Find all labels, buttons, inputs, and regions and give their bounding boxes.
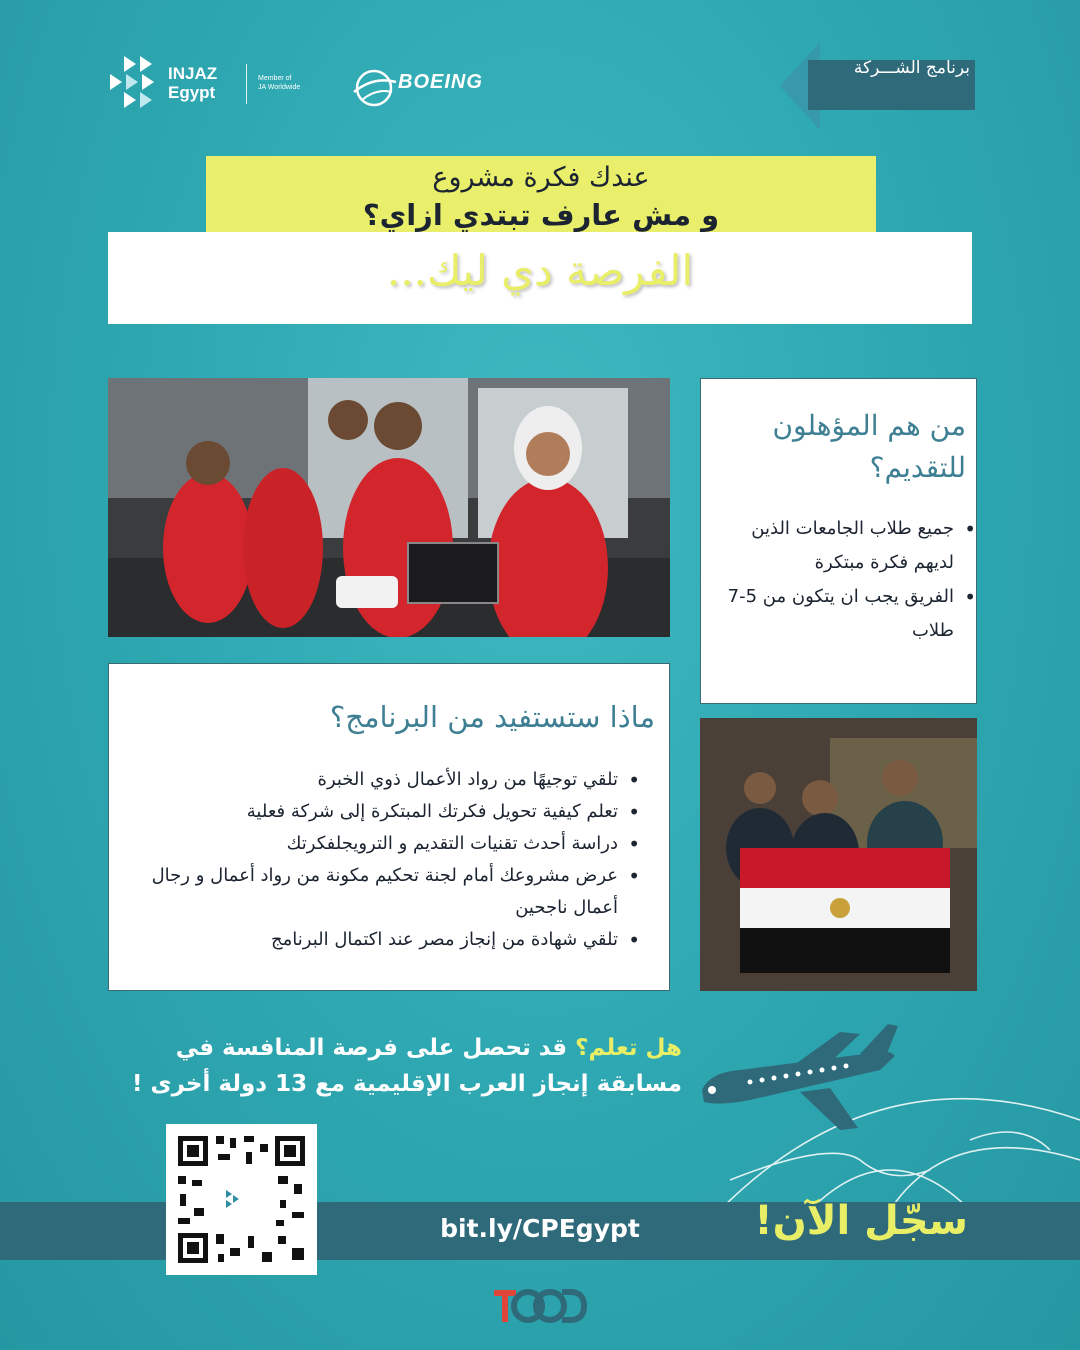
injaz-line1: INJAZ (168, 64, 218, 83)
register-url-link[interactable]: bit.ly/CPEgypt (440, 1214, 640, 1243)
did-you-know-question: هل تعلم؟ (575, 1035, 682, 1061)
program-label: برنامج الشـــركة (853, 58, 970, 78)
students-photo (108, 378, 670, 637)
did-you-know (108, 1030, 682, 1102)
ja-member-text (258, 74, 300, 92)
member-line1: Member of (258, 75, 292, 82)
qr-code-icon (166, 1124, 317, 1275)
benefit-item: • عرض مشروعك أمام لجنة تحكيم مكونة من رواد أعمال و رجال أعمال ناجحين (130, 860, 618, 924)
register-now-title: سجّل الآن! (754, 1198, 968, 1244)
benefits-list (130, 764, 640, 956)
injaz-wordmark (168, 64, 217, 102)
benefit-item: • دراسة أحدث تقنيات التقديم و الترويجلفكرتك (130, 828, 618, 860)
did-you-know-line1 (108, 1030, 682, 1066)
tccd-logo-icon (490, 1284, 590, 1328)
qr-code[interactable] (166, 1124, 317, 1275)
eligibility-item: • جميع طلاب الجامعات الذين لديهم فكرة مبتكرة (716, 512, 954, 580)
boeing-wordmark: BOEING (398, 71, 483, 93)
benefits-title: ماذا ستستفيد من البرنامج؟ (329, 700, 655, 734)
benefit-item: • تعلم كيفية تحويل فكرتك المبتكرة إلى شركة فعلية (130, 796, 618, 828)
logo-divider (246, 64, 247, 104)
program-arrow-banner (780, 42, 980, 130)
eligibility-title-line2: للتقديم؟ (869, 451, 966, 484)
eligibility-title (716, 405, 966, 489)
eligibility-item: • الفريق يجب ان يتكون من 5-7 طلاب (716, 580, 954, 648)
headline-line1: عندك فكرة مشروع (432, 162, 650, 193)
benefit-item: • تلقي توجيهًا من رواد الأعمال ذوي الخبرة (130, 764, 618, 796)
eligibility-list (716, 512, 976, 648)
team-flag-photo (700, 718, 977, 991)
airplane-icon (690, 1010, 1080, 1210)
eligibility-title-line1: من هم المؤهلون (772, 409, 966, 442)
benefit-item: • تلقي شهادة من إنجاز مصر عند اكتمال البرنامج (130, 924, 618, 956)
injaz-line2: Egypt (168, 83, 216, 102)
did-you-know-text1: قد تحصل على فرصة المنافسة في (175, 1035, 576, 1061)
opportunity-title: الفرصة دي ليك... (386, 246, 694, 295)
headline-line2: و مش عارف تبتدي ازاي؟ (362, 198, 720, 232)
did-you-know-line2: مسابقة إنجاز العرب الإقليمية مع 13 دولة أخرى ! (132, 1071, 682, 1097)
member-line2: JA Worldwide (258, 84, 301, 91)
